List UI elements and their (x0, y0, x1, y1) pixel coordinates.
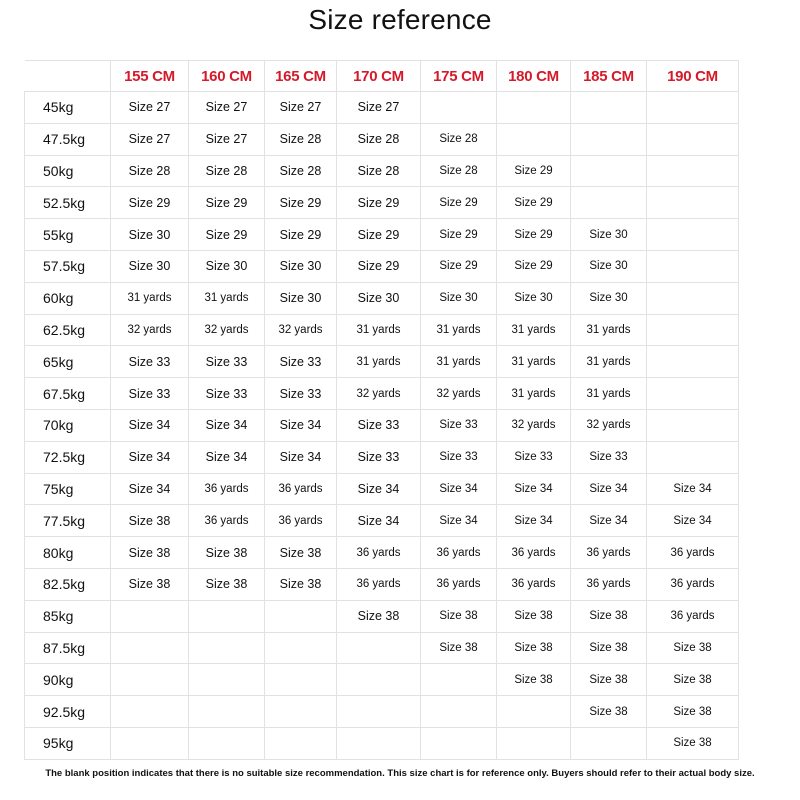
size-cell: Size 33 (337, 409, 421, 441)
weight-label: 82.5kg (25, 568, 111, 600)
size-cell: Size 34 (497, 473, 571, 505)
size-cell: 31 yards (421, 314, 497, 346)
size-cell (647, 123, 739, 155)
size-cell: Size 38 (571, 632, 647, 664)
weight-label: 62.5kg (25, 314, 111, 346)
size-cell (571, 123, 647, 155)
weight-label: 70kg (25, 409, 111, 441)
weight-label: 72.5kg (25, 441, 111, 473)
table-row (25, 441, 739, 473)
size-cell: Size 29 (189, 187, 265, 219)
table-row (25, 123, 739, 155)
table-row (25, 664, 739, 696)
size-cell: Size 38 (111, 537, 189, 569)
size-cell: Size 38 (571, 664, 647, 696)
size-cell: 36 yards (189, 505, 265, 537)
table-row (25, 632, 739, 664)
size-cell (265, 600, 337, 632)
table-row (25, 155, 739, 187)
size-cell (189, 632, 265, 664)
size-cell (111, 600, 189, 632)
size-cell: Size 27 (189, 92, 265, 124)
height-header-155: 155 CM (111, 61, 189, 92)
height-header-170: 170 CM (337, 61, 421, 92)
size-cell: 36 yards (265, 473, 337, 505)
size-cell: Size 34 (265, 409, 337, 441)
weight-label: 77.5kg (25, 505, 111, 537)
size-cell: Size 30 (571, 282, 647, 314)
size-cell: Size 38 (497, 600, 571, 632)
size-cell: Size 34 (111, 409, 189, 441)
table-row (25, 219, 739, 251)
size-cell (647, 250, 739, 282)
size-cell (189, 600, 265, 632)
size-cell: 31 yards (497, 346, 571, 378)
height-header-185: 185 CM (571, 61, 647, 92)
weight-label: 95kg (25, 727, 111, 759)
size-cell: Size 38 (265, 568, 337, 600)
size-cell (265, 696, 337, 728)
size-cell: Size 34 (571, 473, 647, 505)
table-row (25, 600, 739, 632)
size-cell: Size 27 (337, 92, 421, 124)
size-cell: Size 27 (189, 123, 265, 155)
table-row (25, 505, 739, 537)
size-cell (421, 696, 497, 728)
size-cell: Size 34 (189, 441, 265, 473)
size-cell: Size 34 (421, 473, 497, 505)
size-cell: Size 30 (111, 219, 189, 251)
size-cell (421, 92, 497, 124)
size-cell: Size 33 (421, 409, 497, 441)
size-cell: Size 28 (421, 123, 497, 155)
size-cell: 31 yards (497, 378, 571, 410)
size-cell: Size 38 (265, 537, 337, 569)
size-cell (571, 727, 647, 759)
weight-label: 87.5kg (25, 632, 111, 664)
size-cell: Size 33 (265, 378, 337, 410)
table-row (25, 568, 739, 600)
table-row (25, 537, 739, 569)
size-cell: Size 29 (265, 187, 337, 219)
table-row (25, 727, 739, 759)
size-cell (265, 727, 337, 759)
table-body (25, 92, 739, 760)
table-row (25, 187, 739, 219)
size-cell: Size 34 (497, 505, 571, 537)
size-cell (571, 187, 647, 219)
size-cell: Size 38 (647, 664, 739, 696)
size-cell: Size 30 (111, 250, 189, 282)
size-cell (337, 727, 421, 759)
weight-label: 75kg (25, 473, 111, 505)
table-row (25, 314, 739, 346)
size-cell: Size 28 (421, 155, 497, 187)
size-cell: Size 33 (337, 441, 421, 473)
size-cell (189, 664, 265, 696)
size-cell: Size 30 (265, 250, 337, 282)
size-cell: Size 29 (421, 250, 497, 282)
weight-label: 65kg (25, 346, 111, 378)
size-cell (497, 123, 571, 155)
table-row (25, 473, 739, 505)
weight-label: 45kg (25, 92, 111, 124)
size-cell: Size 28 (337, 123, 421, 155)
size-reference-table (24, 60, 739, 760)
size-cell (647, 441, 739, 473)
size-cell: 31 yards (497, 314, 571, 346)
size-cell: Size 29 (111, 187, 189, 219)
size-cell: Size 38 (111, 568, 189, 600)
table-row (25, 378, 739, 410)
size-cell: Size 38 (189, 568, 265, 600)
size-cell (497, 696, 571, 728)
size-cell: Size 33 (571, 441, 647, 473)
size-cell: Size 38 (647, 632, 739, 664)
size-cell: 31 yards (421, 346, 497, 378)
size-cell: Size 29 (497, 250, 571, 282)
size-cell: Size 34 (111, 441, 189, 473)
size-cell: Size 38 (647, 727, 739, 759)
size-cell: 36 yards (497, 568, 571, 600)
size-cell: Size 34 (571, 505, 647, 537)
size-cell: Size 27 (111, 123, 189, 155)
size-cell (647, 314, 739, 346)
weight-label: 90kg (25, 664, 111, 696)
size-cell: 36 yards (265, 505, 337, 537)
size-cell (337, 664, 421, 696)
size-cell: Size 34 (265, 441, 337, 473)
weight-label: 57.5kg (25, 250, 111, 282)
size-cell: 36 yards (337, 537, 421, 569)
size-cell: Size 34 (647, 473, 739, 505)
size-cell (421, 727, 497, 759)
weight-label: 47.5kg (25, 123, 111, 155)
size-cell (189, 727, 265, 759)
table-row (25, 282, 739, 314)
size-cell: 31 yards (111, 282, 189, 314)
size-cell: Size 33 (265, 346, 337, 378)
size-cell (647, 219, 739, 251)
size-cell (647, 187, 739, 219)
size-cell: Size 34 (189, 409, 265, 441)
size-cell: Size 30 (265, 282, 337, 314)
size-cell (647, 92, 739, 124)
size-cell (497, 727, 571, 759)
size-cell (647, 282, 739, 314)
table-row (25, 250, 739, 282)
height-header-190: 190 CM (647, 61, 739, 92)
size-cell: Size 30 (497, 282, 571, 314)
size-cell (571, 155, 647, 187)
size-cell: Size 29 (497, 187, 571, 219)
size-cell: Size 38 (421, 600, 497, 632)
size-cell: Size 28 (265, 123, 337, 155)
height-header-175: 175 CM (421, 61, 497, 92)
size-cell: 36 yards (647, 568, 739, 600)
size-cell: Size 33 (111, 346, 189, 378)
weight-label: 55kg (25, 219, 111, 251)
table-row (25, 92, 739, 124)
size-cell (647, 346, 739, 378)
weight-label: 80kg (25, 537, 111, 569)
size-cell: 36 yards (647, 537, 739, 569)
size-cell: Size 38 (189, 537, 265, 569)
weight-label: 92.5kg (25, 696, 111, 728)
size-cell (111, 696, 189, 728)
size-cell: 36 yards (189, 473, 265, 505)
page-title: Size reference (308, 4, 492, 35)
size-cell (421, 664, 497, 696)
size-cell: Size 33 (497, 441, 571, 473)
size-cell: Size 28 (265, 155, 337, 187)
size-cell: 36 yards (571, 568, 647, 600)
size-cell: Size 38 (497, 664, 571, 696)
weight-label: 52.5kg (25, 187, 111, 219)
weight-label: 85kg (25, 600, 111, 632)
size-cell: Size 38 (497, 632, 571, 664)
weight-label: 60kg (25, 282, 111, 314)
size-cell: 31 yards (337, 346, 421, 378)
table-row (25, 346, 739, 378)
size-cell: Size 28 (337, 155, 421, 187)
size-cell: Size 29 (337, 219, 421, 251)
size-cell: 31 yards (571, 314, 647, 346)
size-cell: Size 38 (647, 696, 739, 728)
size-cell: Size 28 (111, 155, 189, 187)
size-cell: Size 33 (189, 378, 265, 410)
size-cell (189, 696, 265, 728)
size-cell (497, 92, 571, 124)
size-cell: 32 yards (265, 314, 337, 346)
size-cell: 31 yards (571, 346, 647, 378)
size-cell: Size 30 (189, 250, 265, 282)
size-cell: Size 27 (265, 92, 337, 124)
size-cell (111, 727, 189, 759)
size-cell (337, 696, 421, 728)
weight-label: 67.5kg (25, 378, 111, 410)
size-cell: Size 34 (421, 505, 497, 537)
height-header-180: 180 CM (497, 61, 571, 92)
size-cell: Size 33 (189, 346, 265, 378)
size-cell: 36 yards (421, 568, 497, 600)
size-cell: Size 30 (337, 282, 421, 314)
table-row (25, 409, 739, 441)
size-cell: Size 38 (421, 632, 497, 664)
size-cell: Size 38 (337, 600, 421, 632)
size-cell: 31 yards (571, 378, 647, 410)
size-cell (647, 378, 739, 410)
size-cell: 32 yards (497, 409, 571, 441)
height-header-160: 160 CM (189, 61, 265, 92)
size-cell: 32 yards (571, 409, 647, 441)
size-cell (265, 632, 337, 664)
size-cell: 31 yards (337, 314, 421, 346)
size-cell: Size 29 (421, 219, 497, 251)
size-cell: Size 29 (189, 219, 265, 251)
size-cell: 32 yards (337, 378, 421, 410)
size-cell: Size 29 (265, 219, 337, 251)
size-cell: Size 28 (189, 155, 265, 187)
size-cell: Size 29 (497, 219, 571, 251)
size-cell (111, 664, 189, 696)
size-cell: 32 yards (111, 314, 189, 346)
header-row (25, 61, 739, 92)
size-cell: Size 34 (337, 505, 421, 537)
size-cell: 36 yards (337, 568, 421, 600)
size-cell: Size 38 (571, 600, 647, 632)
corner-cell (25, 61, 111, 92)
size-cell: 31 yards (189, 282, 265, 314)
size-cell: Size 34 (647, 505, 739, 537)
size-cell (647, 155, 739, 187)
size-cell: Size 29 (497, 155, 571, 187)
size-cell: Size 38 (111, 505, 189, 537)
size-cell: Size 30 (571, 250, 647, 282)
table-row (25, 696, 739, 728)
size-cell (337, 632, 421, 664)
size-cell: Size 27 (111, 92, 189, 124)
size-cell: Size 38 (571, 696, 647, 728)
size-cell (111, 632, 189, 664)
size-cell: Size 29 (421, 187, 497, 219)
size-cell: Size 33 (111, 378, 189, 410)
size-cell: Size 29 (337, 250, 421, 282)
size-cell: 36 yards (497, 537, 571, 569)
size-cell: 32 yards (189, 314, 265, 346)
size-cell: Size 33 (421, 441, 497, 473)
height-header-165: 165 CM (265, 61, 337, 92)
size-cell: 36 yards (571, 537, 647, 569)
footnote: The blank position indicates that there is no suitable size recommendation. This size chart is for reference only. Buyers should refer to their actual body size. (45, 768, 755, 779)
size-cell: Size 34 (111, 473, 189, 505)
size-cell: Size 34 (337, 473, 421, 505)
size-cell (571, 92, 647, 124)
size-cell: 36 yards (647, 600, 739, 632)
size-cell: 32 yards (421, 378, 497, 410)
size-cell (647, 409, 739, 441)
size-cell: 36 yards (421, 537, 497, 569)
size-cell: Size 30 (421, 282, 497, 314)
size-cell: Size 30 (571, 219, 647, 251)
size-cell (265, 664, 337, 696)
weight-label: 50kg (25, 155, 111, 187)
size-cell: Size 29 (337, 187, 421, 219)
